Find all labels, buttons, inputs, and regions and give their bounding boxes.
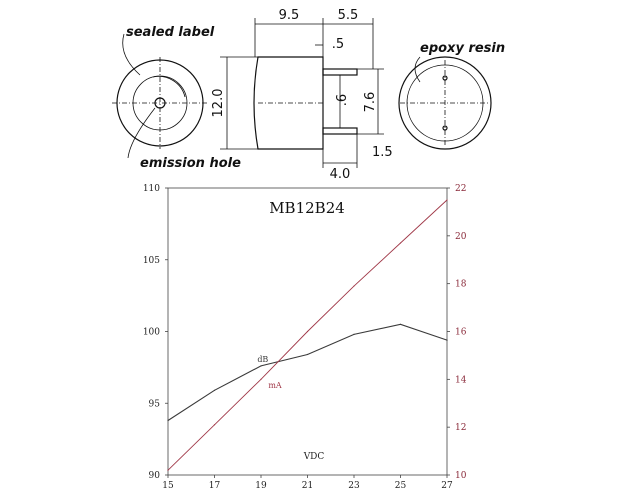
x-tick-label: 17 — [208, 481, 221, 491]
series-label-db: dB — [257, 354, 269, 364]
series-point-ma — [446, 199, 447, 200]
y-right-tick-label: 20 — [455, 231, 467, 242]
y-left-tick-label: 100 — [142, 327, 160, 338]
series-point-ma — [307, 331, 308, 332]
dim-bottom: 4.0 — [329, 167, 351, 182]
pin-top — [323, 69, 357, 75]
series-point-db — [167, 420, 168, 421]
series-point-db — [400, 324, 401, 325]
series-point-ma — [214, 424, 215, 425]
x-tick-label: 23 — [348, 481, 360, 491]
pin-bottom — [323, 128, 357, 134]
series-line-ma — [168, 200, 447, 470]
label-arc — [153, 76, 185, 97]
x-tick-label: 19 — [255, 481, 267, 491]
y-right-tick-label: 22 — [455, 184, 467, 194]
dim-pin-off: 1.5 — [372, 145, 393, 160]
dim-width: 9.5 — [278, 8, 300, 23]
chart-series — [167, 199, 447, 470]
series-point-db — [446, 340, 447, 341]
series-point-db — [214, 390, 215, 391]
y-right-tick-label: 10 — [455, 471, 467, 481]
x-tick-label: 25 — [394, 481, 407, 491]
y-left-tick-label: 90 — [148, 471, 160, 481]
response-chart — [143, 184, 467, 491]
x-tick-label: 21 — [301, 481, 314, 491]
dim-pin-len: 5.5 — [337, 8, 359, 23]
series-line-db — [168, 324, 447, 420]
series-point-db — [353, 334, 354, 335]
y-right-tick-label: 16 — [455, 327, 467, 338]
y-right-tick-label: 12 — [455, 423, 467, 434]
label-sealed: sealed label — [126, 25, 215, 40]
dim-pin: .6 — [335, 93, 350, 107]
series-point-ma — [353, 285, 354, 286]
y-left-tick-label: 105 — [142, 255, 160, 266]
y-left-tick-label: 95 — [148, 399, 160, 410]
y-right-tick-label: 18 — [455, 279, 467, 290]
series-point-db — [260, 365, 261, 366]
chart-title: MB12B24 — [269, 199, 345, 217]
y-left-tick-label: 110 — [142, 184, 160, 194]
rear-view — [399, 41, 505, 149]
dim-spacing: 7.6 — [363, 91, 378, 113]
series-point-ma — [400, 242, 401, 243]
x-tick-label: 27 — [441, 481, 453, 491]
x-axis-label: VDC — [303, 452, 325, 462]
leader-sealed — [123, 34, 140, 75]
x-tick-label: 15 — [162, 481, 174, 491]
dim-height: 12.0 — [211, 88, 226, 118]
label-emission: emission hole — [140, 156, 241, 171]
series-label-ma: mA — [268, 380, 282, 390]
y-right-tick-label: 14 — [455, 375, 467, 386]
chart-ticks — [143, 184, 467, 491]
label-epoxy: epoxy resin — [420, 41, 506, 56]
series-point-db — [307, 354, 308, 355]
series-point-ma — [260, 379, 261, 380]
series-point-ma — [167, 470, 168, 471]
dim-small: .5 — [331, 37, 345, 52]
leader-emission — [128, 108, 155, 158]
